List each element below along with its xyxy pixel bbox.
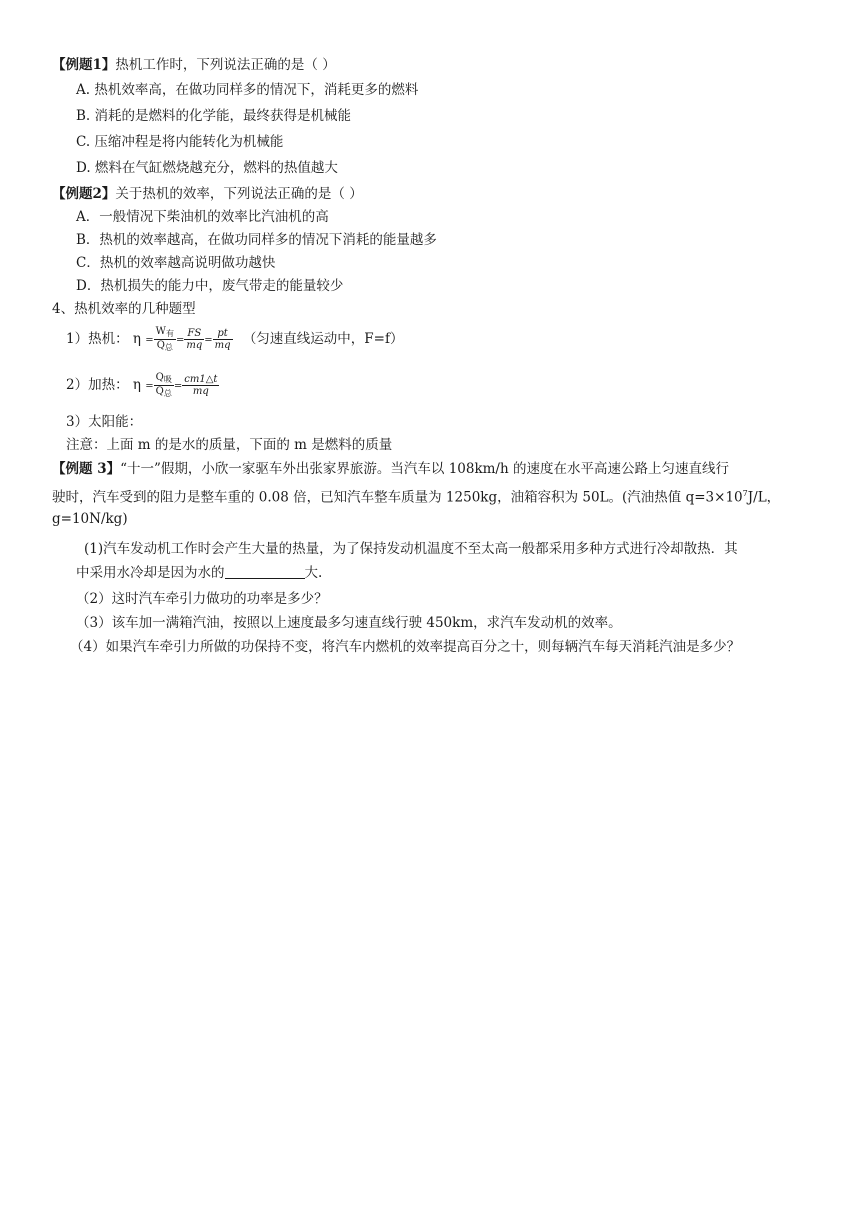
example3-q3: （3）该车加一满箱汽油，按照以上速度最多匀速直线行驶 450km，求汽车发动机的效率。	[76, 615, 622, 631]
example2-option-b: B．热机的效率越高，在做功同样多的情况下消耗的能量越多	[76, 232, 437, 248]
formula1-label: 1）热机：	[66, 331, 129, 347]
example1-option-b: B. 消耗的是燃料的化学能，最终获得是机械能	[76, 108, 352, 124]
example3-tag: 【例题 3】	[52, 461, 121, 477]
example3-stem-line3: g=10N/kg)	[52, 511, 128, 527]
formula1-fraction-3: $\frac{pt}{mq}$	[214, 328, 231, 351]
formula2-fraction-2: $\frac{cm1\triangle t}{mq}$	[184, 374, 218, 397]
section4-note: 注意：上面 m 的是水的质量，下面的 m 是燃料的质量	[66, 437, 393, 453]
formula-heat-engine: 1）热机： η = $\frac{W_有}{Q_总}$ = $\frac{FS}{mq}$ = $\frac{pt}{mq}$ （匀速直线运动中，F=f）	[66, 326, 404, 352]
example1-tag: 【例题1】	[52, 57, 116, 73]
formula1-eta: η	[132, 331, 141, 347]
example3-stem-line2: 驶时，汽车受到的阻力是整车重的 0.08 倍，已知汽车整车质量为 1250kg，油箱容积为 50L。(汽油热值 $q=3\times 10^7J/L$，	[52, 489, 781, 506]
example3-q1-line2: 中采用水冷却是因为水的 大.	[76, 565, 323, 581]
formula1-fraction-1: $\frac{W_有}{Q_总}$	[155, 326, 174, 352]
formula2-fraction-1: $\frac{Q_吸}{Q_总}$	[155, 372, 172, 398]
example1-option-c: C. 压缩冲程是将内能转化为机械能	[76, 134, 284, 150]
example1-option-a: A. 热机效率高，在做功同样多的情况下，消耗更多的燃料	[76, 82, 419, 98]
example1-stem	[52, 56, 336, 74]
answer-blank	[225, 564, 305, 579]
example2-question: 关于热机的效率，下列说法正确的是（ ）	[115, 186, 363, 202]
example1-option-d: D. 燃料在气缸燃烧越充分，燃料的热值越大	[76, 160, 338, 176]
example3-stem-line1: 【例题 3】“十一”假期，小欣一家驱车外出张家界旅游。当汽车以 108km/h 的速度在水平高速公路上匀速直线行	[52, 461, 729, 477]
formula-heating: 2）加热： η = $\frac{Q_吸}{Q_总}$ = $\frac{cm1\triangle t}{mq}$	[66, 372, 218, 398]
formula2-label: 2）加热：	[66, 377, 129, 393]
example2-stem	[52, 185, 363, 203]
formula-solar: 3）太阳能：	[66, 414, 143, 430]
formula1-note: （匀速直线运动中，F=f）	[242, 331, 404, 347]
example1-question: 热机工作时，下列说法正确的是（ ）	[115, 57, 336, 73]
section4-title: 4、热机效率的几种题型	[52, 301, 196, 317]
example2-option-c: C．热机的效率越高说明做功越快	[76, 255, 276, 271]
example2-option-d: D．热机损失的能力中，废气带走的能量较少	[76, 278, 344, 294]
example3-q4: （4）如果汽车牵引力所做的功保持不变，将汽车内燃机的效率提高百分之十，则每辆汽车每天消耗汽油是多少？	[70, 639, 741, 655]
formula1-fraction-2: $\frac{FS}{mq}$	[186, 328, 203, 351]
example2-option-a: A．一般情况下柴油机的效率比汽油机的高	[76, 209, 329, 225]
example2-tag: 【例题2】	[52, 186, 116, 202]
example3-q1-line1: (1)汽车发动机工作时会产生大量的热量，为了保持发动机温度不至太高一般都采用多种方式进行冷却散热．其	[84, 541, 738, 557]
example3-q2: （2）这时汽车牵引力做功的功率是多少？	[76, 591, 328, 607]
formula2-eta: η	[132, 377, 141, 393]
